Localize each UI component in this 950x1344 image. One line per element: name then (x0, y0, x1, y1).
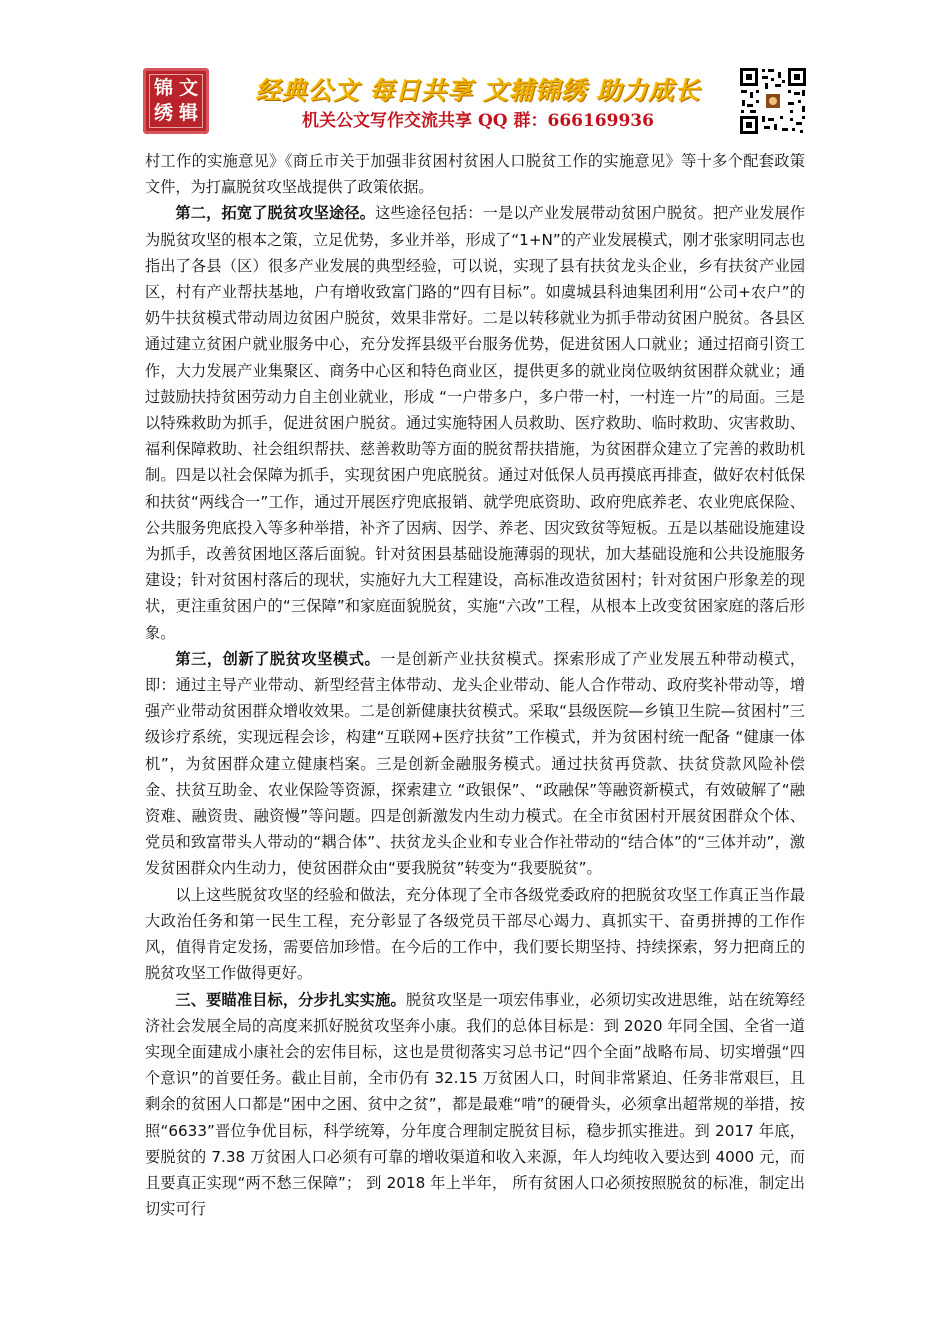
paragraph (145, 148, 805, 200)
header-banner (0, 0, 950, 145)
qr-code-icon (738, 66, 808, 136)
paragraph (145, 987, 805, 1223)
paragraph (145, 200, 805, 645)
paragraph (145, 882, 805, 987)
paragraph-text: 脱贫攻坚是一项宏伟事业，必须切实改进思维，站在统筹经济社会发展全局的高度来抓好脱贫攻坚奔小康。我们的总体目标是：到 2020 年同全国、全省一道实现全面建成小康社会的宏伟目标，这也是贯彻落实习总书记“四个全面”战略布局、切实增强“四个意识”的首要任务。截止目前，全市仍有 32.15 万贫困人口，时间非常紧迫、任务非常艰巨，且剩余的贫困人口都是“困中之困、贫中之贫”，都是最难“啃”的硬骨头，必须拿出超常规的举措，按照“6633”晋位争优目标，科学统筹，分年度合理制定脱贫目标，稳步抓实推进。到 2017 年底， 要脱贫的 7.38 万贫困人口必须有可靠的增收渠道和收入来源，年人均纯收入要达到 4000 元，而且要真正实现“两不愁三保障”； 到 2018 年上半年， 所有贫困人口必须按照脱贫的标准，制定出切实可行 (145, 990, 806, 1219)
header-slogan: 经典公文 每日共享 文辅锦绣 助力成长 (255, 76, 701, 105)
paragraph-text: 村工作的实施意见》《商丘市关于加强非贫困村贫困人口脱贫工作的实施意见》等十多个配套政策文件，为打赢脱贫攻坚战提供了政策依据。 (145, 152, 805, 197)
paragraph-heading: 三、要瞄准目标，分步扎实实施。 (175, 990, 406, 1009)
seal-char: 绣 (153, 102, 173, 124)
paragraph (145, 646, 805, 882)
paragraph-heading: 第二，拓宽了脱贫攻坚途径。 (175, 204, 376, 223)
document-body (145, 148, 805, 1222)
seal-grid (151, 76, 201, 126)
paragraph-text: 以上这些脱贫攻坚的经验和做法，充分体现了全市各级党委政府的把脱贫攻坚工作真正当作最大政治任务和第一民生工程，充分彰显了各级党员干部尽心竭力、真抓实干、奋勇拼搏的工作作风，值得肯定发扬，需要倍加珍惜。在今后的工作中，我们要长期坚持、持续探索，努力把商丘的脱贫攻坚工作做得更好。 (145, 885, 805, 983)
paragraph-text: 一是创新产业扶贫模式。探索形成了产业发展五种带动模式，即：通过主导产业带动、新型经营主体带动、龙头企业带动、能人合作带动、政府奖补带动等，增强产业带动贫困群众增收效果。二是创新健康扶贫模式。采取“县级医院—乡镇卫生院—贫困村”三级诊疗系统，实现远程会诊，构建“互联网+医疗扶贫”工作模式，并为贫困村统一配备 “健康一体机”，为贫困群众建立健康档案。三是创新金融服务模式。通过扶贫再贷款、扶贫贷款风险补偿金、扶贫互助金、农业保险等资源，探索建立 “政银保”、“政融保”等融资新模式，有效破解了“融资难、融资贵、融资慢”等问题。四是创新激发内生动力模式。在全市贫困村开展贫困群众个体、党员和致富带头人带动的“耦合体”、扶贫龙头企业和专业合作社带动的“结合体”的“三体并动”，激发贫困群众内生动力，使贫困群众由“要我脱贫”转变为“我要脱贫”。 (145, 649, 806, 878)
seal-logo (143, 68, 209, 134)
paragraph-heading: 第三，创新了脱贫攻坚模式。 (175, 649, 381, 668)
paragraph-text: 这些途径包括：一是以产业发展带动贫困户脱贫。把产业发展作为脱贫攻坚的根本之策，立足优势，多业并举，形成了“1+N”的产业发展模式，刚才张家明同志也指出了各县（区）很多产业发展的典型经验，可以说，实现了县有扶贫龙头企业，乡有扶贫产业园区，村有产业帮扶基地，户有增收致富门路的“四有目标”。如虞城县科迪集团利用“公司+农户”的奶牛扶贫模式带动周边贫困户脱贫，效果非常好。二是以转移就业为抓手带动贫困户脱贫。各县区通过建立贫困户就业服务中心，充分发挥县级平台服务优势，促进贫困人口就业；通过招商引资工作，大力发展产业集聚区、商务中心区和特色商业区，提供更多的就业岗位吸纳贫困群众就业；通过鼓励扶持贫困劳动力自主创业就业，形成 “一户带多户，多户带一村，一村连一片”的局面。三是以特殊救助为抓手，促进贫困户脱贫。通过实施特困人员救助、医疗救助、临时救助、灾害救助、福利保障救助、社会组织帮扶、慈善救助等方面的脱贫帮扶措施，为贫困群众建立了完善的救助机制。四是以社会保障为抓手，实现贫困户兜底脱贫。通过对低保人员再摸底再排查，做好农村低保和扶贫“两线合一”工作，通过开展医疗兜底报销、就学兜底资助、政府兜底养老、农业兜底保险、公共服务兜底投入等多种举措，补齐了因病、因学、养老、因灾致贫等短板。五是以基础设施建设为抓手，改善贫困地区落后面貌。针对贫困县基础设施薄弱的现状，加大基础设施和公共设施服务建设；针对贫困村落后的现状，实施好九大工程建设，高标准改造贫困村；针对贫困户形象差的现状，更注重贫困户的“三保障”和家庭面貌脱贫，实施“六改”工程，从根本上改变贫困家庭的落后形象。 (145, 204, 806, 642)
seal-char: 辑 (178, 102, 198, 124)
qq-group-line: 机关公文写作交流共享 QQ 群：666169936 (302, 111, 654, 131)
seal-char: 文 (178, 77, 198, 99)
seal-char: 锦 (153, 77, 173, 99)
